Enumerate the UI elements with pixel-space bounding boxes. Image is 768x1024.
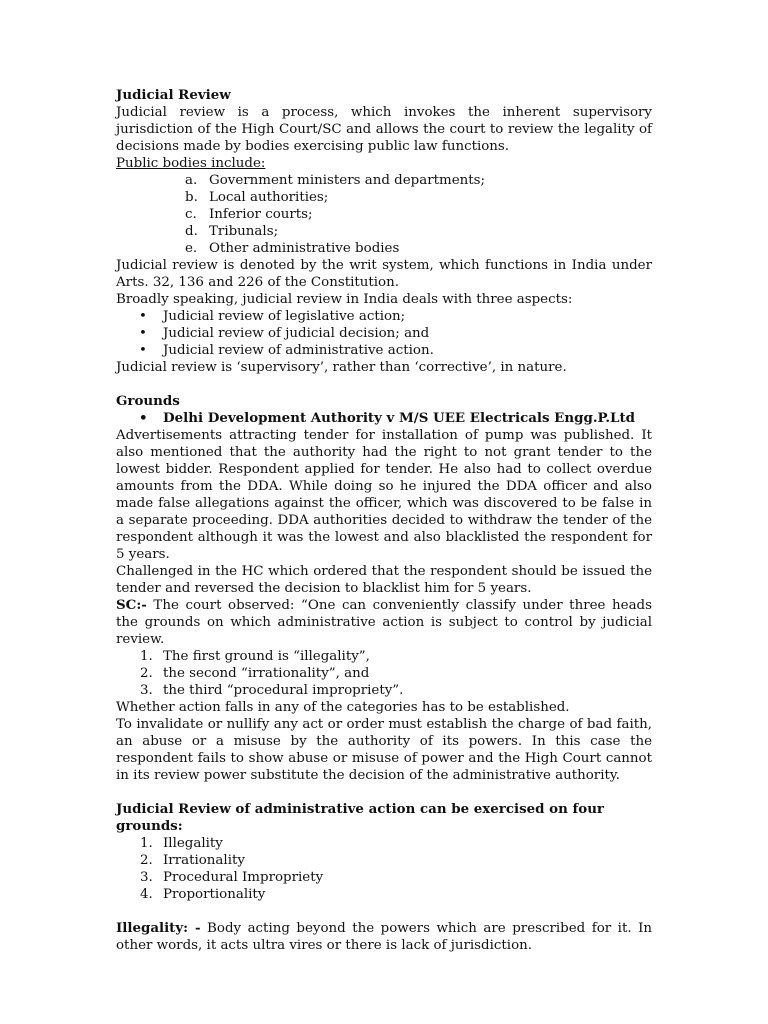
list-item bbox=[116, 206, 652, 223]
list-item-text: the second “irrationality”, and bbox=[163, 666, 370, 681]
list-item-text: Proportionality bbox=[163, 887, 266, 902]
list-marker: e. bbox=[185, 241, 198, 256]
invalidate-paragraph: To invalidate or nullify any act or order must establish the charge of bad faith, an abuse or a misuse by the authority of its powers. In this case the respondent fails to show abuse or misuse of power and the High Court cannot in its review power substitute the decision of the administrative authority. bbox=[116, 717, 652, 783]
public-bodies-list bbox=[116, 172, 652, 257]
list-item bbox=[116, 240, 652, 257]
list-item bbox=[116, 342, 652, 359]
list-item-text: Tribunals; bbox=[209, 224, 279, 239]
list-item bbox=[116, 869, 652, 886]
list-item-text: Judicial review of judicial decision; and bbox=[163, 326, 430, 341]
spacer bbox=[116, 376, 652, 393]
illegality-text: Body acting beyond the powers which are prescribed for it. In other words, it acts ultra vires or there is lack of jurisdiction. bbox=[116, 921, 652, 953]
intro-paragraph: Judicial review is a process, which invokes the inherent supervisory jurisdiction of the High Court/SC and allows the court to review the legality of decisions made by bodies exercising public law functions. bbox=[116, 105, 652, 154]
list-item bbox=[116, 852, 652, 869]
sc-paragraph bbox=[116, 597, 652, 648]
case-list bbox=[116, 410, 652, 427]
list-item-text: Judicial review of administrative action. bbox=[163, 343, 434, 358]
list-item bbox=[116, 886, 652, 903]
spacer bbox=[116, 784, 652, 801]
sc-text: The court observed: “One can conveniently classify under three heads the grounds on which administrative action is subject to control by judicial review. bbox=[116, 598, 652, 647]
public-bodies-heading: Public bodies include: bbox=[116, 156, 266, 171]
aspects-list bbox=[116, 308, 652, 359]
writ-paragraph: Judicial review is denoted by the writ system, which functions in India under Arts. 32, 136 and 226 of the Constitution. bbox=[116, 258, 652, 290]
list-item bbox=[116, 308, 652, 325]
list-marker: 3. bbox=[140, 683, 153, 698]
list-item bbox=[116, 189, 652, 206]
hc-paragraph: Challenged in the HC which ordered that the respondent should be issued the tender and reversed the decision to blacklist him for 5 years. bbox=[116, 564, 652, 596]
list-marker: 2. bbox=[140, 666, 153, 681]
list-item-text: The first ground is “illegality”, bbox=[163, 649, 370, 664]
list-marker: a. bbox=[185, 173, 198, 188]
list-marker: 3. bbox=[140, 870, 153, 885]
list-marker: 2. bbox=[140, 853, 153, 868]
list-item bbox=[116, 682, 652, 699]
list-item-text: Government ministers and departments; bbox=[209, 173, 486, 188]
bullet-marker: • bbox=[139, 410, 148, 426]
case-title-item bbox=[116, 410, 652, 427]
four-grounds-heading: Judicial Review of administrative action can be exercised on four grounds: bbox=[116, 801, 604, 834]
list-marker: 1. bbox=[140, 836, 153, 851]
list-item bbox=[116, 648, 652, 665]
aspects-intro: Broadly speaking, judicial review in India deals with three aspects: bbox=[116, 292, 573, 307]
document-body bbox=[116, 87, 652, 954]
four-grounds-list bbox=[116, 835, 652, 903]
bullet-marker: • bbox=[139, 309, 147, 324]
list-marker: 4. bbox=[140, 887, 153, 902]
list-item-text: Judicial review of legislative action; bbox=[163, 309, 406, 324]
list-item-text: Irrationality bbox=[163, 853, 245, 868]
illegality-label: Illegality: - bbox=[116, 920, 201, 936]
section-title: Judicial Review bbox=[116, 87, 231, 103]
list-item bbox=[116, 665, 652, 682]
list-item bbox=[116, 325, 652, 342]
three-grounds-list bbox=[116, 648, 652, 699]
list-item-text: Procedural Impropriety bbox=[163, 870, 324, 885]
spacer bbox=[116, 903, 652, 920]
facts-paragraph: Advertisements attracting tender for installation of pump was published. It also mentioned that the authority had the right to not grant tender to the lowest bidder. Respondent applied for tender. He also had to collect overdue amounts from the DDA. While doing so he injured the DDA officer and also made false allegations against the officer, which was discovered to be false in a separate proceeding. DDA authorities decided to withdraw the tender of the respondent although it was the lowest and also blacklisted the respondent for 5 years. bbox=[116, 428, 652, 562]
supervisory-paragraph: Judicial review is ‘supervisory’, rather than ‘corrective’, in nature. bbox=[116, 360, 567, 375]
list-item bbox=[116, 172, 652, 189]
bullet-marker: • bbox=[139, 326, 147, 341]
illegality-paragraph bbox=[116, 920, 652, 954]
bullet-marker: • bbox=[139, 343, 147, 358]
grounds-heading: Grounds bbox=[116, 393, 180, 409]
case-title: Delhi Development Authority v M/S UEE Electricals Engg.P.Ltd bbox=[163, 410, 635, 426]
whether-paragraph: Whether action falls in any of the categories has to be established. bbox=[116, 700, 570, 715]
list-item-text: Inferior courts; bbox=[209, 207, 313, 222]
list-item bbox=[116, 835, 652, 852]
list-item-text: Local authorities; bbox=[209, 190, 329, 205]
sc-label: SC:- bbox=[116, 597, 147, 613]
list-marker: b. bbox=[185, 190, 198, 205]
list-marker: c. bbox=[185, 207, 197, 222]
list-item-text: Other administrative bodies bbox=[209, 241, 400, 256]
list-marker: d. bbox=[185, 224, 198, 239]
list-item bbox=[116, 223, 652, 240]
list-item-text: the third “procedural impropriety”. bbox=[163, 683, 404, 698]
list-marker: 1. bbox=[140, 649, 153, 664]
list-item-text: Illegality bbox=[163, 836, 223, 851]
